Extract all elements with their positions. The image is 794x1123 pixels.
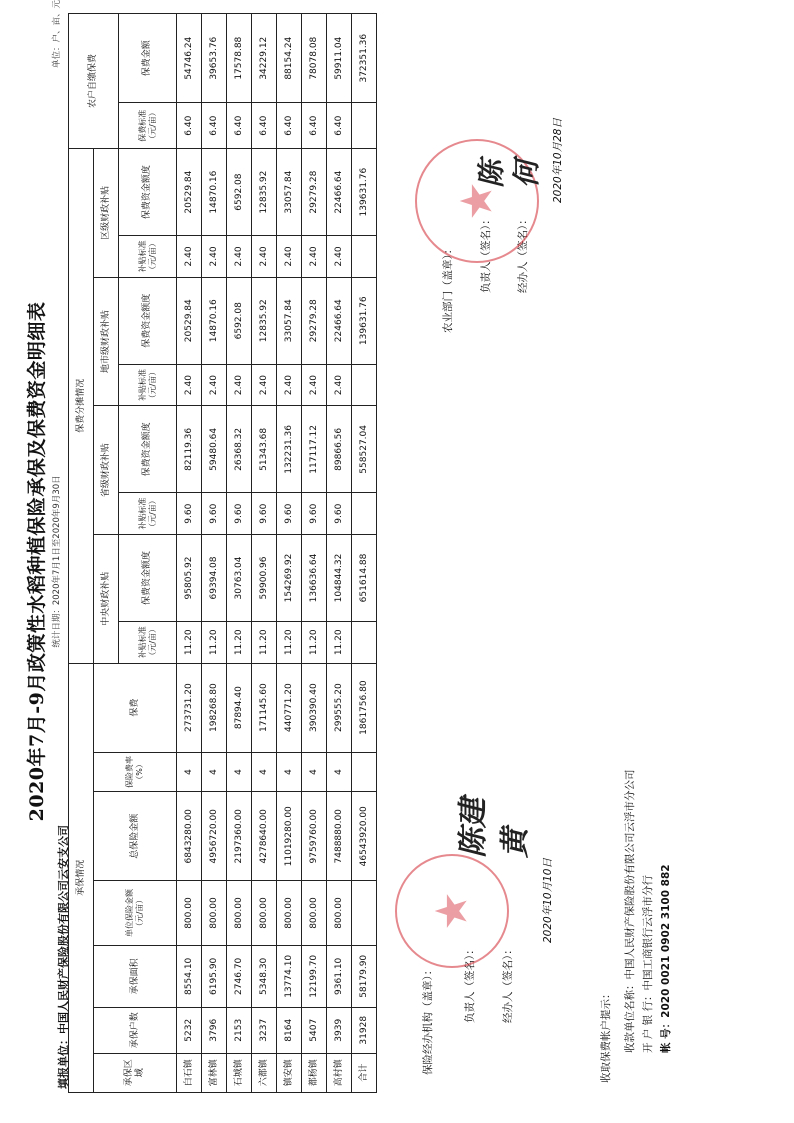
table-cell: 54746.24 [177, 14, 202, 103]
table-cell: 198268.80 [202, 663, 227, 752]
table-cell: 8164 [277, 1007, 302, 1053]
header-households: 承保户数 [94, 1007, 177, 1053]
header-provincial: 省级财政补贴 [94, 406, 119, 535]
table-cell: 39653.76 [202, 14, 227, 103]
table-cell: 合计 [352, 1053, 377, 1092]
header-central: 中央财政补贴 [94, 534, 119, 663]
table-cell: 11.20 [277, 622, 302, 663]
table-cell: 800.00 [302, 881, 327, 945]
table-cell: 9.60 [252, 493, 277, 534]
table-cell [352, 622, 377, 663]
table-cell: 3796 [202, 1007, 227, 1053]
unit-label: 单位：户、亩、元 [52, 0, 62, 69]
table-cell: 高村镇 [327, 1053, 352, 1092]
header-district-std: 补贴标准（元/亩） [119, 236, 177, 277]
table-cell: 石城镇 [227, 1053, 252, 1092]
table-cell: 29279.28 [302, 277, 327, 364]
table-cell: 82119.36 [177, 406, 202, 493]
table-cell: 2746.70 [227, 945, 252, 1007]
table-cell: 58179.90 [352, 945, 377, 1007]
table-cell: 22466.64 [327, 277, 352, 364]
table-cell: 95805.92 [177, 534, 202, 621]
handler-signature-right: 何 [510, 159, 543, 188]
account-bank: 中国工商银行云浮市分行 [642, 874, 654, 991]
table-cell: 5232 [177, 1007, 202, 1053]
table-cell: 30763.04 [227, 534, 252, 621]
account-bank-label: 开 户 银 行： [642, 990, 654, 1053]
table-cell: 11019280.00 [277, 792, 302, 881]
table-cell: 4278640.00 [252, 792, 277, 881]
table-cell: 9.60 [227, 493, 252, 534]
table-cell: 132231.36 [277, 406, 302, 493]
header-unit-amount: 单位保险金额（元/亩） [94, 881, 177, 945]
header-self-std: 保费标准（元/亩） [119, 103, 177, 149]
table-cell: 都杨镇 [302, 1053, 327, 1092]
table-cell: 镇安镇 [277, 1053, 302, 1092]
table-cell: 3237 [252, 1007, 277, 1053]
account-number-row [658, 864, 673, 1053]
table-cell: 6.40 [327, 103, 352, 149]
header-city-std: 补贴标准（元/亩） [119, 364, 177, 405]
table-cell: 12835.92 [252, 277, 277, 364]
header-self-amt: 保费金额 [119, 14, 177, 103]
left-handler-label: 经办人（签名）： [502, 944, 514, 1023]
table-cell: 13774.10 [277, 945, 302, 1007]
table-cell: 6592.08 [227, 277, 252, 364]
table-cell: 9361.10 [327, 945, 352, 1007]
table-cell: 六都镇 [252, 1053, 277, 1092]
table-cell: 20529.84 [177, 149, 202, 236]
table-cell: 87894.40 [227, 663, 252, 752]
table-cell: 29279.28 [302, 149, 327, 236]
table-cell: 12199.70 [302, 945, 327, 1007]
table-row [327, 14, 352, 1093]
table-cell: 139631.76 [352, 277, 377, 364]
table-cell: 171145.60 [252, 663, 277, 752]
account-name: 中国人民财产保险股份有限公司云浮市分公司 [624, 769, 636, 980]
table-cell: 51343.68 [252, 406, 277, 493]
table-cell: 6.40 [252, 103, 277, 149]
table-cell: 800.00 [252, 881, 277, 945]
table-cell: 6.40 [227, 103, 252, 149]
table-row [177, 14, 202, 1093]
table-body [177, 14, 377, 1093]
table-cell: 5348.30 [252, 945, 277, 1007]
header-premium-split: 保费分摊情况 [69, 149, 94, 664]
table-cell: 34229.12 [252, 14, 277, 103]
table-cell: 4 [302, 752, 327, 791]
table-cell [352, 493, 377, 534]
table-cell: 299555.20 [327, 663, 352, 752]
table-cell: 372351.36 [352, 14, 377, 103]
header-area: 承保区域 [94, 1053, 177, 1092]
table-cell: 11.20 [327, 622, 352, 663]
table-cell: 6.40 [202, 103, 227, 149]
table-cell: 7488880.00 [327, 792, 352, 881]
table-cell: 4 [227, 752, 252, 791]
table-cell: 800.00 [327, 881, 352, 945]
table-cell: 69394.08 [202, 534, 227, 621]
left-org-label: 保险经办机构（盖章）： [422, 964, 434, 1075]
table-cell: 4 [252, 752, 277, 791]
table-cell: 富林镇 [202, 1053, 227, 1092]
header-district-amt: 保费资金额度 [119, 149, 177, 236]
table-cell: 2153 [227, 1007, 252, 1053]
table-cell: 17578.88 [227, 14, 252, 103]
table-cell: 800.00 [177, 881, 202, 945]
table-cell: 154269.92 [277, 534, 302, 621]
account-number: 2020 0021 0902 3100 882 [660, 864, 672, 1018]
table-cell: 6195.90 [202, 945, 227, 1007]
table-row [202, 14, 227, 1093]
table-cell: 22466.64 [327, 149, 352, 236]
table-cell: 2.40 [227, 364, 252, 405]
table-cell: 20529.84 [177, 277, 202, 364]
header-district: 区级财政补贴 [94, 149, 119, 278]
table-row [277, 14, 302, 1093]
table-cell: 558527.04 [352, 406, 377, 493]
table-cell: 2.40 [277, 236, 302, 277]
table-cell: 3939 [327, 1007, 352, 1053]
right-org-label: 农业部门（盖章）： [442, 243, 454, 333]
header-central-amt: 保费资金额度 [119, 534, 177, 621]
table-cell: 46543920.00 [352, 792, 377, 881]
table-cell: 6.40 [277, 103, 302, 149]
table-cell: 11.20 [227, 622, 252, 663]
table-cell: 89866.56 [327, 406, 352, 493]
left-leader-label: 负责人（签名）： [464, 944, 476, 1023]
filler-unit: 填报单位：中国人民财产保险股份有限公司云安支公司 [57, 825, 70, 1089]
table-cell: 59911.04 [327, 14, 352, 103]
table-cell: 104844.32 [327, 534, 352, 621]
table-cell: 4 [177, 752, 202, 791]
table-cell: 59480.64 [202, 406, 227, 493]
table-cell: 136636.64 [302, 534, 327, 621]
table-cell: 651614.88 [352, 534, 377, 621]
leader-signature-left: 陈建 [456, 798, 491, 858]
table-cell: 6843280.00 [177, 792, 202, 881]
table-cell: 2.40 [177, 236, 202, 277]
header-rate: 保险费率（%） [94, 752, 177, 791]
agriculture-seal: ★ [415, 139, 539, 263]
table-cell: 88154.24 [277, 14, 302, 103]
table-cell [352, 881, 377, 945]
table-cell: 2.40 [227, 236, 252, 277]
table-cell: 白石镇 [177, 1053, 202, 1092]
table-cell: 9.60 [277, 493, 302, 534]
table-cell: 4 [327, 752, 352, 791]
table-cell: 2.40 [302, 364, 327, 405]
table-cell: 5407 [302, 1007, 327, 1053]
table-cell: 2.40 [202, 236, 227, 277]
table-cell: 9.60 [202, 493, 227, 534]
account-name-label: 收款单位名称： [624, 979, 636, 1053]
account-name-row [622, 770, 637, 1054]
table-cell [352, 364, 377, 405]
table-cell: 33057.84 [277, 149, 302, 236]
table-row [227, 14, 252, 1093]
table-cell: 6592.08 [227, 149, 252, 236]
right-date: 2020年10月28日 [552, 118, 564, 203]
table-row [352, 14, 377, 1093]
table-cell: 139631.76 [352, 149, 377, 236]
table-cell: 11.20 [202, 622, 227, 663]
header-total-amount: 总保险金额 [94, 792, 177, 881]
account-number-label: 帐 号： [660, 1017, 672, 1053]
table-cell: 59900.96 [252, 534, 277, 621]
right-leader-label: 负责人（签名）： [480, 214, 492, 293]
table-cell: 6.40 [177, 103, 202, 149]
table-cell: 78078.08 [302, 14, 327, 103]
table-row [252, 14, 277, 1093]
table-cell: 2.40 [252, 236, 277, 277]
table-cell: 2197360.00 [227, 792, 252, 881]
account-heading: 收取保费帐户提示： [600, 988, 612, 1083]
table-cell: 4956720.00 [202, 792, 227, 881]
table-cell: 33057.84 [277, 277, 302, 364]
table-cell: 31928 [352, 1007, 377, 1053]
stat-dates: 统计日期：2020年7月1日至2020年9月30日 [52, 475, 62, 648]
table-cell: 14870.16 [202, 277, 227, 364]
table-cell: 800.00 [202, 881, 227, 945]
table-cell: 800.00 [277, 881, 302, 945]
table-cell [352, 236, 377, 277]
header-central-std: 补贴标准（元/亩） [119, 622, 177, 663]
header-underwriting: 承保情况 [69, 663, 94, 1092]
table-cell: 8554.10 [177, 945, 202, 1007]
table-cell: 2.40 [202, 364, 227, 405]
handler-signature-left: 黄 [498, 828, 533, 858]
table-cell: 390390.40 [302, 663, 327, 752]
table-cell: 11.20 [177, 622, 202, 663]
table-cell: 4 [202, 752, 227, 791]
table-cell: 273731.20 [177, 663, 202, 752]
header-prov-std: 补贴标准（元/亩） [119, 493, 177, 534]
leader-signature-right: 陈 [475, 159, 508, 188]
table-cell: 9.60 [177, 493, 202, 534]
premium-table [68, 13, 377, 1093]
right-handler-label: 经办人（签名）： [517, 214, 529, 293]
table-cell [352, 103, 377, 149]
table-cell: 9.60 [327, 493, 352, 534]
table-cell: 1861756.80 [352, 663, 377, 752]
table-row [302, 14, 327, 1093]
header-farmer-self: 农户自缴保费 [69, 14, 119, 149]
table-cell: 9759760.00 [302, 792, 327, 881]
table-cell: 440771.20 [277, 663, 302, 752]
header-acreage: 承保面积 [94, 945, 177, 1007]
header-city: 地市级财政补贴 [94, 277, 119, 406]
table-cell: 26368.32 [227, 406, 252, 493]
left-date: 2020年10月10日 [542, 858, 554, 943]
table-cell: 2.40 [252, 364, 277, 405]
table-cell: 2.40 [327, 236, 352, 277]
table-cell: 14870.16 [202, 149, 227, 236]
table-cell: 6.40 [302, 103, 327, 149]
table-cell: 2.40 [277, 364, 302, 405]
table-cell: 2.40 [302, 236, 327, 277]
table-cell: 2.40 [327, 364, 352, 405]
table-cell: 11.20 [252, 622, 277, 663]
table-cell: 9.60 [302, 493, 327, 534]
header-prov-amt: 保费资金额度 [119, 406, 177, 493]
page-title: 2020年7月-9月政策性水稻种植保险承保及保费资金明细表 [26, 301, 48, 822]
table-cell: 2.40 [177, 364, 202, 405]
insurer-seal: ★ [395, 854, 509, 968]
table-cell [352, 752, 377, 791]
table-cell: 800.00 [227, 881, 252, 945]
table-cell: 12835.92 [252, 149, 277, 236]
table-cell: 4 [277, 752, 302, 791]
table-cell: 11.20 [302, 622, 327, 663]
account-bank-row [640, 875, 655, 1053]
table-cell: 117117.12 [302, 406, 327, 493]
header-city-amt: 保费资金额度 [119, 277, 177, 364]
header-premium: 保费 [94, 663, 177, 752]
